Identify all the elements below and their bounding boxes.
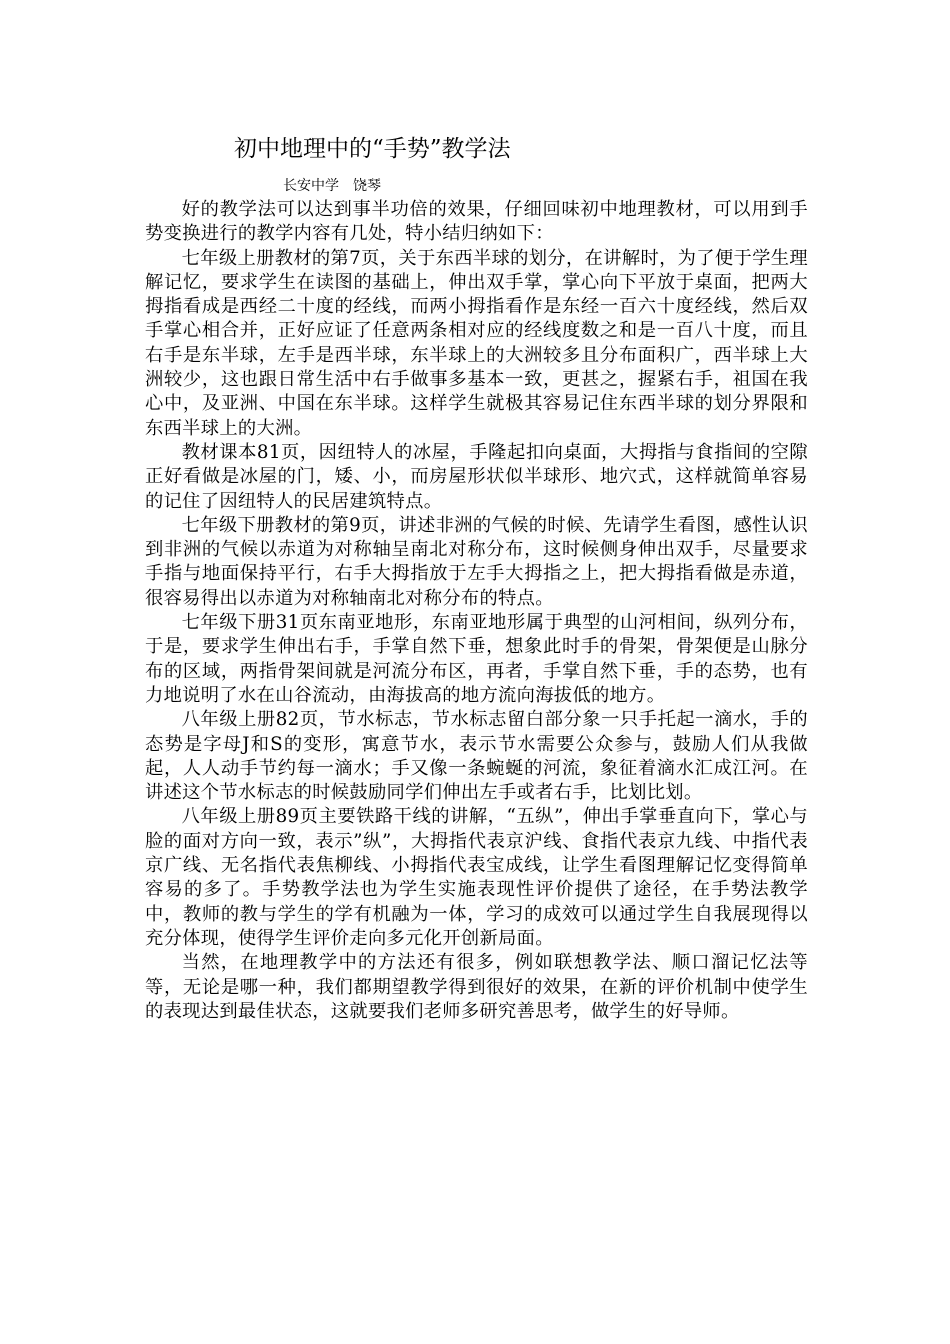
paragraph-water-saving: 八年级上册82页，节水标志，节水标志留白部分象一只手托起一滴水，手的态势是字母J和S的变形，寓意节水，表示节水需要公众参与，鼓励人们从我做起，人人动手节约每一滴水；手又像一条蜿蜒的河流，象征着滴水汇成江河。在讲述这个节水标志的时候鼓励同学们伸出左手或者右手，比划比划。 <box>145 709 808 804</box>
school-name: 长安中学 <box>283 178 339 194</box>
paragraph-africa-climate: 七年级下册教材的第9页，讲述非洲的气候的时候、先请学生看图，感性认识到非洲的气候以赤道为对称轴呈南北对称分布，这时候侧身伸出双手，尽量要求手指与地面保持平行，右手大拇指放于左手大拇指之上，把大拇指看做是赤道，很容易得出以赤道为对称轴南北对称分布的特点。 <box>145 514 808 609</box>
paragraph-hemispheres: 七年级上册教材的第7页，关于东西半球的划分，在讲解时，为了便于学生理解记忆，要求学生在读图的基础上，伸出双手掌，掌心向下平放于桌面，把两大拇指看成是西经二十度的经线，而两小拇指看作是东经一百六十度经线，然后双手掌心相合并，正好应证了任意两条相对应的经线度数之和是一百八十度，而且右手是东半球，左手是西半球，东半球上的大洲较多且分布面积广，西半球上大洲较少，这也跟日常生活中右手做事多基本一致，更甚之，握紧右手，祖国在我心中，及亚洲、中国在东半球。这样学生就极其容易记住东西半球的划分界限和东西半球上的大洲。 <box>145 247 808 439</box>
paragraph-railways: 八年级上册89页主要铁路干线的讲解，“五纵”，伸出手掌垂直向下，掌心与脸的面对方向一致，表示”纵”，大拇指代表京沪线、食指代表京九线、中指代表京广线、无名指代表焦柳线、小拇指代表宝成线，让学生看图理解记忆变得简单容易的多了。手势教学法也为学生实施表现性评价提供了途径，在手势法教学中，教师的教与学生的学有机融为一体，学习的成效可以通过学生自我展现得以充分体现，使得学生评价走向多元化开创新局面。 <box>145 806 808 949</box>
document-body <box>145 198 808 1024</box>
paragraph-conclusion: 当然，在地理教学中的方法还有很多，例如联想教学法、顺口溜记忆法等等，无论是哪一种，我们都期望教学得到很好的效果，在新的评价机制中使学生的表现达到最佳状态，这就要我们老师多研究善思考，做学生的好导师。 <box>145 952 808 1022</box>
byline <box>283 177 381 195</box>
author-name: 饶琴 <box>353 178 381 194</box>
paragraph-southeast-asia: 七年级下册31页东南亚地形，东南亚地形属于典型的山河相间，纵列分布，于是，要求学生伸出右手，手掌自然下垂，想象此时手的骨架，骨架便是山脉分布的区域，两指骨架间就是河流分布区，再者，手掌自然下垂，手的态势，也有力地说明了水在山谷流动，由海拔高的地方流向海拔低的地方。 <box>145 612 808 706</box>
paragraph-intro: 好的教学法可以达到事半功倍的效果，仔细回味初中地理教材，可以用到手势变换进行的教学内容有几处，特小结归纳如下： <box>145 199 808 245</box>
paragraph-inuit-igloo: 教材课本81页，因纽特人的冰屋，手隆起扣向桌面，大拇指与食指间的空隙正好看做是冰屋的门，矮、小，而房屋形状似半球形、地穴式，这样就简单容易的记住了因纽特人的民居建筑特点。 <box>145 441 808 512</box>
document-title: 初中地理中的“手势”教学法 <box>234 136 511 162</box>
